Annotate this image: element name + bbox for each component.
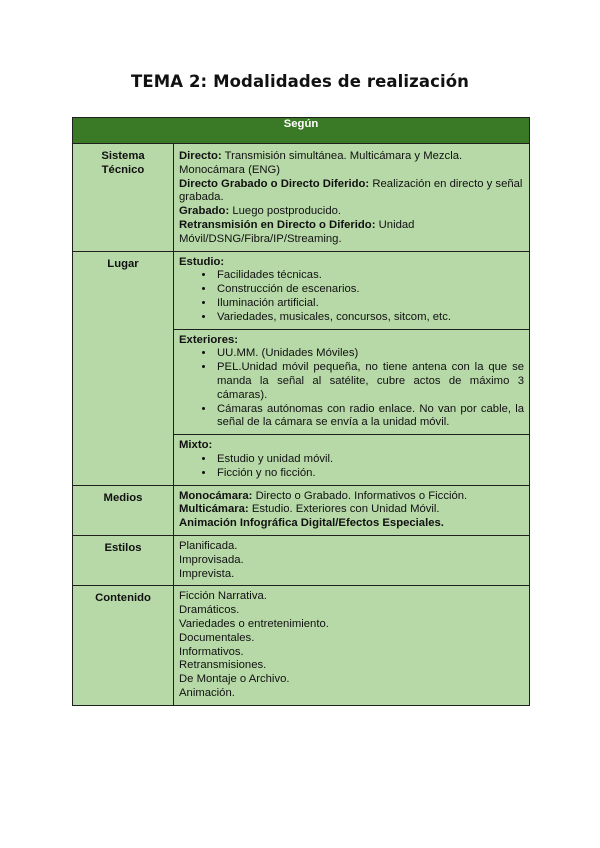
table-header-row — [73, 118, 530, 144]
row-label-medios: Medios — [73, 485, 174, 535]
row-label-lugar: Lugar — [73, 251, 174, 485]
list-item: • PEL.Unidad móvil pequeña, no tiene antena con la que se manda la señal al satélite, cubre actos de máximo 3 cámaras). — [215, 361, 524, 402]
row-content-sistema-tecnico — [174, 144, 530, 252]
list-item: • UU.MM. (Unidades Móviles) — [215, 347, 524, 361]
paragraph-directo-grabado — [179, 178, 524, 206]
row-content-contenido — [174, 586, 530, 705]
exteriores-list — [179, 347, 524, 430]
term-retransmision: Retransmisión en Directo o Diferido: — [179, 218, 376, 231]
term-grabado: Grabado: — [179, 205, 230, 218]
list-item: Imprevista. — [179, 567, 235, 580]
list-item: De Montaje o Archivo. — [179, 673, 290, 686]
term-animacion: Animación Infográfica Digital/Efectos Especiales. — [179, 517, 444, 530]
paragraph-directo — [179, 150, 524, 178]
desc-grabado: Luego postproducido. — [229, 205, 342, 218]
paragraph-grabado — [179, 205, 524, 219]
list-item: • Variedades, musicales, concursos, sitcom, etc. — [215, 311, 524, 325]
subheading-exteriores: Exteriores: — [179, 333, 239, 346]
list-item: • Construcción de escenarios. — [215, 283, 524, 297]
paragraph-monocamara — [179, 490, 524, 504]
list-item: Informativos. — [179, 645, 244, 658]
term-directo: Directo: — [179, 150, 222, 162]
list-item: Dramáticos. — [179, 604, 240, 617]
page-title: TEMA 2: Modalidades de realización — [131, 72, 469, 91]
table-row-lugar-estudio — [73, 251, 530, 329]
list-item: Ficción Narrativa. — [179, 590, 267, 603]
table-row-estilos — [73, 535, 530, 585]
term-monocamara: Monocámara: — [179, 489, 253, 502]
list-item: • Estudio y unidad móvil. — [215, 453, 524, 467]
row-content-exteriores — [174, 329, 530, 435]
row-content-medios — [174, 485, 530, 535]
table-row-sistema-tecnico — [73, 144, 530, 252]
desc-directo-grabado: Realización en directo y señal grabada. — [179, 177, 523, 204]
mixto-list — [179, 453, 524, 481]
row-content-estilos — [174, 535, 530, 585]
row-label-contenido: Contenido — [73, 586, 174, 705]
subheading-estudio: Estudio: — [179, 255, 225, 268]
list-item: Variedades o entretenimiento. — [179, 617, 329, 630]
list-item: • Iluminación artificial. — [215, 297, 524, 311]
term-multicamara: Multicámara: — [179, 503, 249, 516]
row-label-estilos: Estilos — [73, 535, 174, 585]
desc-directo: Transmisión simultánea. Multicámara y Mezcla. Monocámara (ENG) — [179, 150, 463, 176]
list-item: Improvisada. — [179, 553, 244, 566]
list-item: Documentales. — [179, 631, 255, 644]
table-row-contenido — [73, 586, 530, 705]
list-item: • Ficción y no ficción. — [215, 467, 524, 481]
table-header: Según — [73, 118, 530, 144]
term-directo-grabado: Directo Grabado o Directo Diferido: — [179, 177, 370, 190]
list-item: Retransmisiones. — [179, 659, 267, 672]
list-item: • Facilidades técnicas. — [215, 269, 524, 283]
row-content-mixto — [174, 435, 530, 485]
row-label-line: Técnico — [101, 163, 145, 176]
modalidades-table — [72, 117, 530, 706]
list-item: Planificada. — [179, 539, 238, 552]
paragraph-retransmision — [179, 219, 524, 247]
row-label-sistema-tecnico — [73, 144, 174, 252]
table-row-medios — [73, 485, 530, 535]
list-item: Animación. — [179, 686, 235, 699]
estudio-list — [179, 269, 524, 324]
paragraph-multicamara — [179, 503, 524, 517]
subheading-mixto: Mixto: — [179, 439, 213, 452]
desc-monocamara: Directo o Grabado. Informativos o Ficción. — [252, 489, 468, 502]
row-label-line: Sistema — [101, 150, 145, 162]
row-content-estudio — [174, 251, 530, 329]
list-item: • Cámaras autónomas con radio enlace. No van por cable, la señal de la cámara se envía a la unidad móvil. — [215, 403, 524, 431]
desc-retransmision: Unidad Móvil/DSNG/Fibra/IP/Streaming. — [179, 218, 415, 245]
desc-multicamara: Estudio. Exteriores con Unidad Móvil. — [248, 503, 440, 516]
